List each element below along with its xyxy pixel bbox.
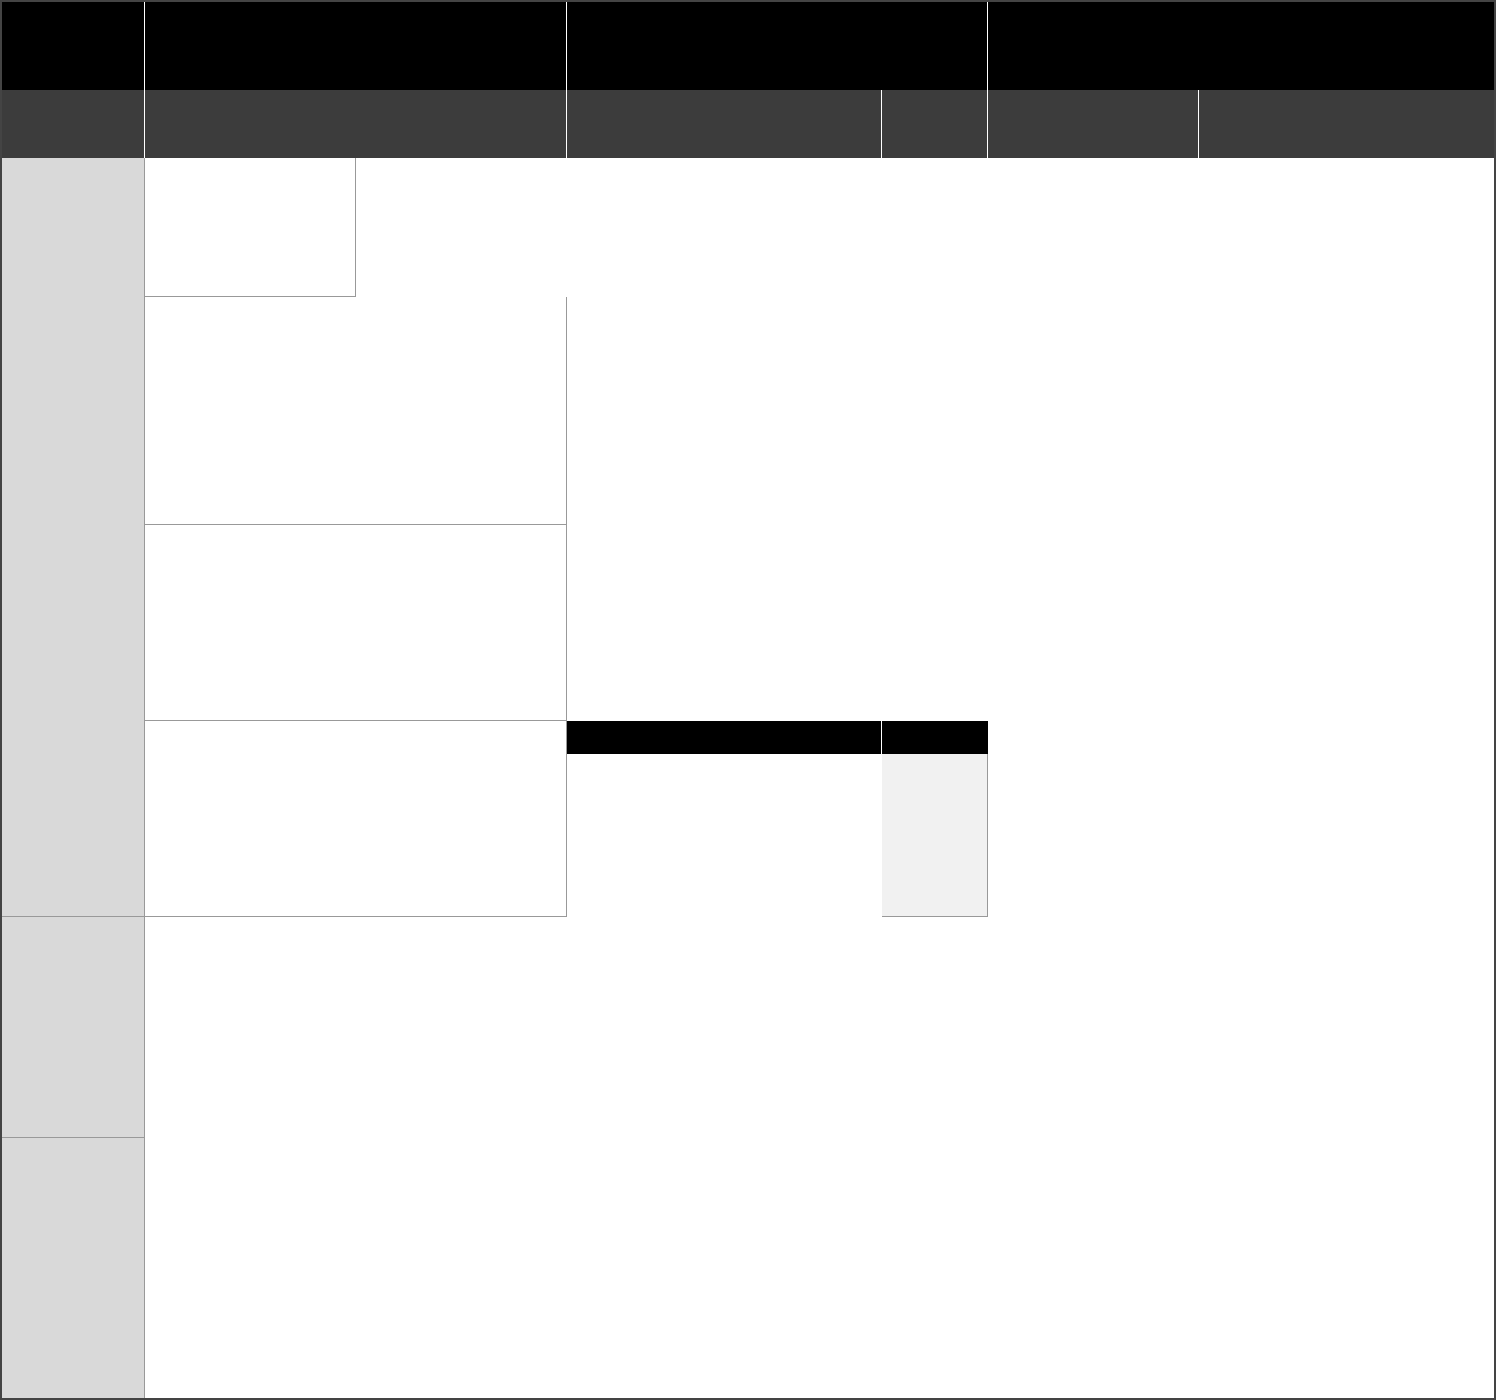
date-label [0, 0, 145, 90]
monthly-plan-label [145, 158, 356, 297]
affirmation-side-label [0, 1138, 145, 1400]
subheader-blank [0, 90, 145, 158]
one-thing-value[interactable] [988, 0, 1496, 90]
gratitude-side-label [0, 917, 145, 1138]
total-spend-value[interactable] [882, 754, 988, 917]
one-thing-label [567, 0, 988, 90]
daily-plan-label [145, 525, 567, 721]
schedule-header [145, 90, 567, 158]
goal-result-side-label [0, 158, 145, 917]
total-time-header [567, 721, 882, 754]
time-budget-header [1199, 90, 1496, 158]
weekly-plan-label [145, 297, 567, 525]
time-header [988, 90, 1199, 158]
money-label [145, 721, 567, 917]
goal-header [567, 90, 882, 158]
result-header [882, 90, 988, 158]
total-spend-header [882, 721, 988, 754]
date-value[interactable] [145, 0, 567, 90]
